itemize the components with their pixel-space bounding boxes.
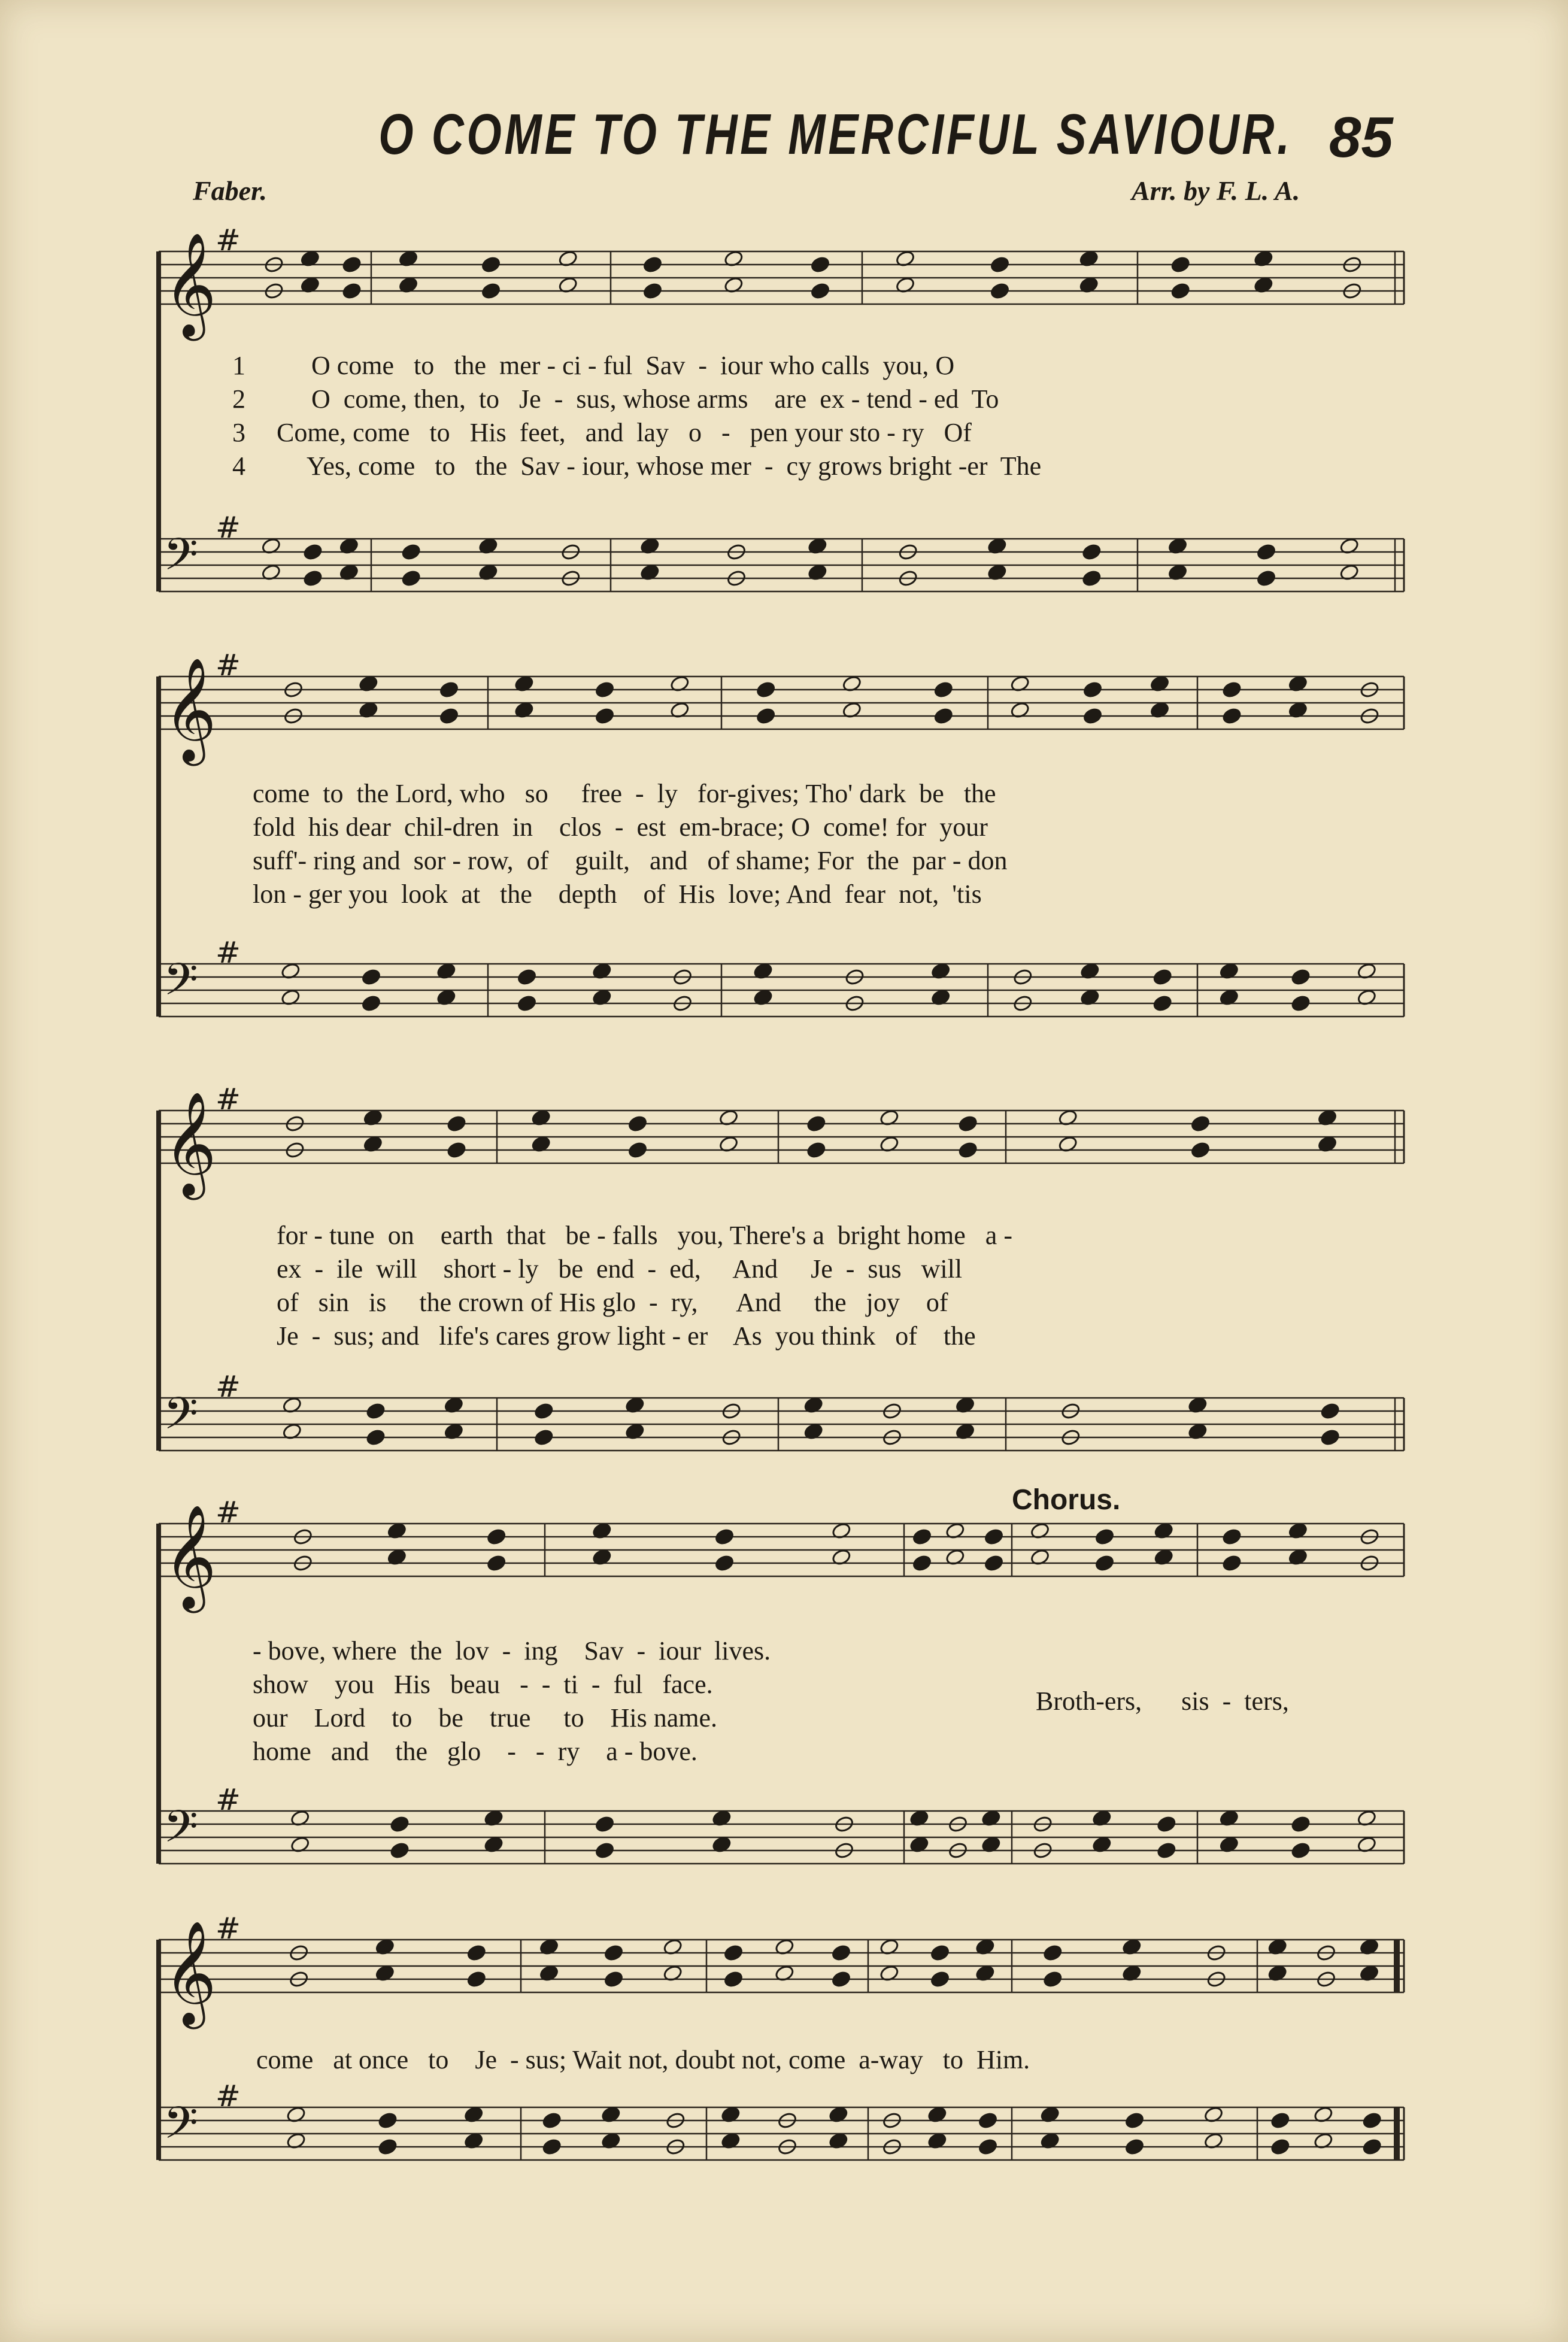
lyric-line-s2-v3: suff'- ring and sor - row, of guilt, and of shame; For the par - don — [253, 846, 1008, 875]
note-head — [595, 1815, 615, 1833]
lyric-line-s4-v2: show you His beau - - ti - ful face. — [253, 1670, 713, 1699]
note-head — [958, 1141, 978, 1159]
note-head — [930, 1970, 950, 1988]
treble-clef-icon: 𝄞 — [163, 1504, 217, 1609]
arranger-credit: Arr. by F. L. A. — [1132, 175, 1300, 206]
note-head — [810, 256, 830, 274]
note-head — [756, 681, 776, 699]
note-head — [1291, 994, 1311, 1012]
note-head — [361, 968, 381, 986]
note-head — [1081, 569, 1102, 587]
lyric-line-s3-v1: for - tune on earth that be - falls you, There's a bright home a - — [277, 1221, 1012, 1250]
note-head — [1270, 2138, 1290, 2156]
lyric-line-s3-v2: ex - ile will short - ly be end - ed, And Je - sus will — [277, 1254, 963, 1284]
sharp-icon: # — [216, 223, 241, 257]
chorus-label: Chorus. — [1012, 1484, 1121, 1516]
note-head — [603, 1970, 624, 1988]
sharp-icon: # — [216, 1082, 241, 1117]
note-head — [481, 282, 501, 300]
note-head — [642, 256, 663, 274]
note-head — [1170, 256, 1191, 274]
note-head — [978, 2112, 998, 2129]
note-head — [723, 1970, 744, 1988]
note-head — [401, 569, 421, 587]
lyric-line-s1-v1: O come to the mer - ci - ful Sav - iour who calls you, O — [311, 351, 955, 380]
note-head — [303, 569, 323, 587]
note-head — [1156, 1815, 1176, 1833]
bass-clef-icon: 𝄢 — [163, 2097, 198, 2160]
note-head — [603, 1944, 624, 1962]
note-head — [1256, 543, 1276, 561]
lyric-line-s4-v1: - bove, where the lov - ing Sav - iour lives. — [253, 1636, 771, 1666]
note-head — [466, 1970, 487, 1988]
note-head — [1256, 569, 1276, 587]
note-head — [1153, 968, 1173, 986]
note-head — [517, 994, 537, 1012]
note-head — [933, 681, 954, 699]
note-head — [1042, 1944, 1063, 1962]
note-head — [466, 1944, 487, 1962]
note-head — [627, 1115, 648, 1133]
note-head — [366, 1402, 386, 1420]
lyric-line-s2-v2: fold his dear chil-dren in clos - est em-brace; O come! for your — [253, 812, 988, 842]
note-head — [756, 707, 776, 725]
note-head — [714, 1554, 735, 1572]
hymn-title: O COME TO THE MERCIFUL SAVIOUR. — [378, 102, 1293, 166]
note-head — [1320, 1402, 1340, 1420]
note-head — [1156, 1842, 1176, 1859]
sharp-icon: # — [216, 2079, 241, 2113]
note-head — [1222, 681, 1242, 699]
note-head — [1094, 1528, 1115, 1546]
sharp-icon: # — [216, 510, 241, 545]
sharp-icon: # — [216, 648, 241, 682]
note-head — [1124, 2138, 1145, 2156]
note-head — [1153, 994, 1173, 1012]
note-head — [1222, 1554, 1242, 1572]
note-head — [1042, 1970, 1063, 1988]
verse-number: 2 — [232, 384, 245, 414]
note-head — [390, 1815, 410, 1833]
note-head — [1190, 1141, 1211, 1159]
note-head — [1291, 1815, 1311, 1833]
note-head — [930, 1944, 950, 1962]
sharp-icon: # — [216, 935, 241, 970]
lyric-line-s2-v1: come to the Lord, who so free - ly for-gives; Tho' dark be the — [253, 779, 996, 808]
note-head — [447, 1141, 467, 1159]
note-head — [486, 1528, 507, 1546]
note-head — [1082, 681, 1103, 699]
chorus-lyric: Broth-ers, sis - ters, — [1036, 1686, 1289, 1716]
note-head — [723, 1944, 744, 1962]
sharp-icon: # — [216, 1369, 241, 1404]
note-head — [627, 1141, 648, 1159]
treble-clef-icon: 𝄞 — [163, 232, 217, 336]
sharp-icon: # — [216, 1782, 241, 1817]
note-head — [1170, 282, 1191, 300]
note-head — [533, 1428, 554, 1446]
note-head — [378, 2112, 398, 2129]
note-head — [1124, 2112, 1145, 2129]
note-head — [1362, 2112, 1382, 2129]
note-head — [447, 1115, 467, 1133]
note-head — [390, 1842, 410, 1859]
author-credit: Faber. — [193, 175, 267, 206]
note-head — [1222, 707, 1242, 725]
note-head — [1291, 968, 1311, 986]
note-head — [1362, 2138, 1382, 2156]
page-number: 85 — [1329, 105, 1393, 169]
note-head — [958, 1115, 978, 1133]
note-head — [481, 256, 501, 274]
note-head — [912, 1554, 932, 1572]
note-head — [366, 1428, 386, 1446]
lyric-line-s1-v4: Yes, come to the Sav - iour, whose mer - cy grows bright -er The — [307, 451, 1042, 481]
note-head — [912, 1528, 932, 1546]
note-head — [1222, 1528, 1242, 1546]
lyric-line-s1-v2: O come, then, to Je - sus, whose arms are ex - tend - ed To — [311, 384, 999, 414]
note-head — [714, 1528, 735, 1546]
lyric-line-s3-v4: Je - sus; and life's cares grow light - er As you think of the — [277, 1321, 976, 1351]
note-head — [439, 681, 459, 699]
sharp-icon: # — [216, 1911, 241, 1946]
bass-clef-icon: 𝄢 — [163, 529, 198, 591]
note-head — [342, 256, 362, 274]
note-head — [517, 968, 537, 986]
lyric-line-s5: come at once to Je - sus; Wait not, doubt not, come a-way to Him. — [256, 2045, 1030, 2074]
note-head — [806, 1141, 826, 1159]
lyric-line-s3-v3: of sin is the crown of His glo - ry, And the joy of — [277, 1288, 948, 1317]
note-head — [642, 282, 663, 300]
note-head — [401, 543, 421, 561]
lyric-line-s4-v4: home and the glo - - ry a - bove. — [253, 1737, 697, 1766]
note-head — [831, 1970, 851, 1988]
verse-number: 3 — [232, 418, 245, 447]
note-head — [984, 1528, 1004, 1546]
verse-number: 1 — [232, 351, 245, 380]
note-head — [1082, 707, 1103, 725]
note-head — [595, 707, 615, 725]
treble-clef-icon: 𝄞 — [163, 1921, 217, 2025]
note-head — [439, 707, 459, 725]
treble-clef-icon: 𝄞 — [163, 657, 217, 762]
sharp-icon: # — [216, 1495, 241, 1530]
note-head — [303, 543, 323, 561]
note-head — [542, 2138, 562, 2156]
note-head — [595, 681, 615, 699]
note-head — [1081, 543, 1102, 561]
bass-clef-icon: 𝄢 — [163, 954, 198, 1017]
note-head — [1291, 1842, 1311, 1859]
lyric-line-s2-v4: lon - ger you look at the depth of His love; And fear not, 'tis — [253, 879, 982, 909]
note-head — [342, 282, 362, 300]
note-head — [978, 2138, 998, 2156]
note-head — [806, 1115, 826, 1133]
note-head — [933, 707, 954, 725]
lyric-line-s1-v3: Come, come to His feet, and lay o - pen your sto - ry Of — [277, 418, 972, 447]
note-head — [533, 1402, 554, 1420]
note-head — [486, 1554, 507, 1572]
note-head — [810, 282, 830, 300]
note-head — [1320, 1428, 1340, 1446]
note-head — [990, 282, 1010, 300]
note-head — [542, 2112, 562, 2129]
lyric-line-s4-v3: our Lord to be true to His name. — [253, 1703, 717, 1733]
note-head — [1190, 1115, 1211, 1133]
bass-clef-icon: 𝄢 — [163, 1801, 198, 1864]
bass-clef-icon: 𝄢 — [163, 1388, 198, 1451]
verse-number: 4 — [232, 451, 245, 481]
note-head — [1094, 1554, 1115, 1572]
note-head — [984, 1554, 1004, 1572]
note-head — [831, 1944, 851, 1962]
note-head — [595, 1842, 615, 1859]
note-head — [378, 2138, 398, 2156]
note-head — [361, 994, 381, 1012]
note-head — [990, 256, 1010, 274]
note-head — [1270, 2112, 1290, 2129]
treble-clef-icon: 𝄞 — [163, 1091, 217, 1196]
